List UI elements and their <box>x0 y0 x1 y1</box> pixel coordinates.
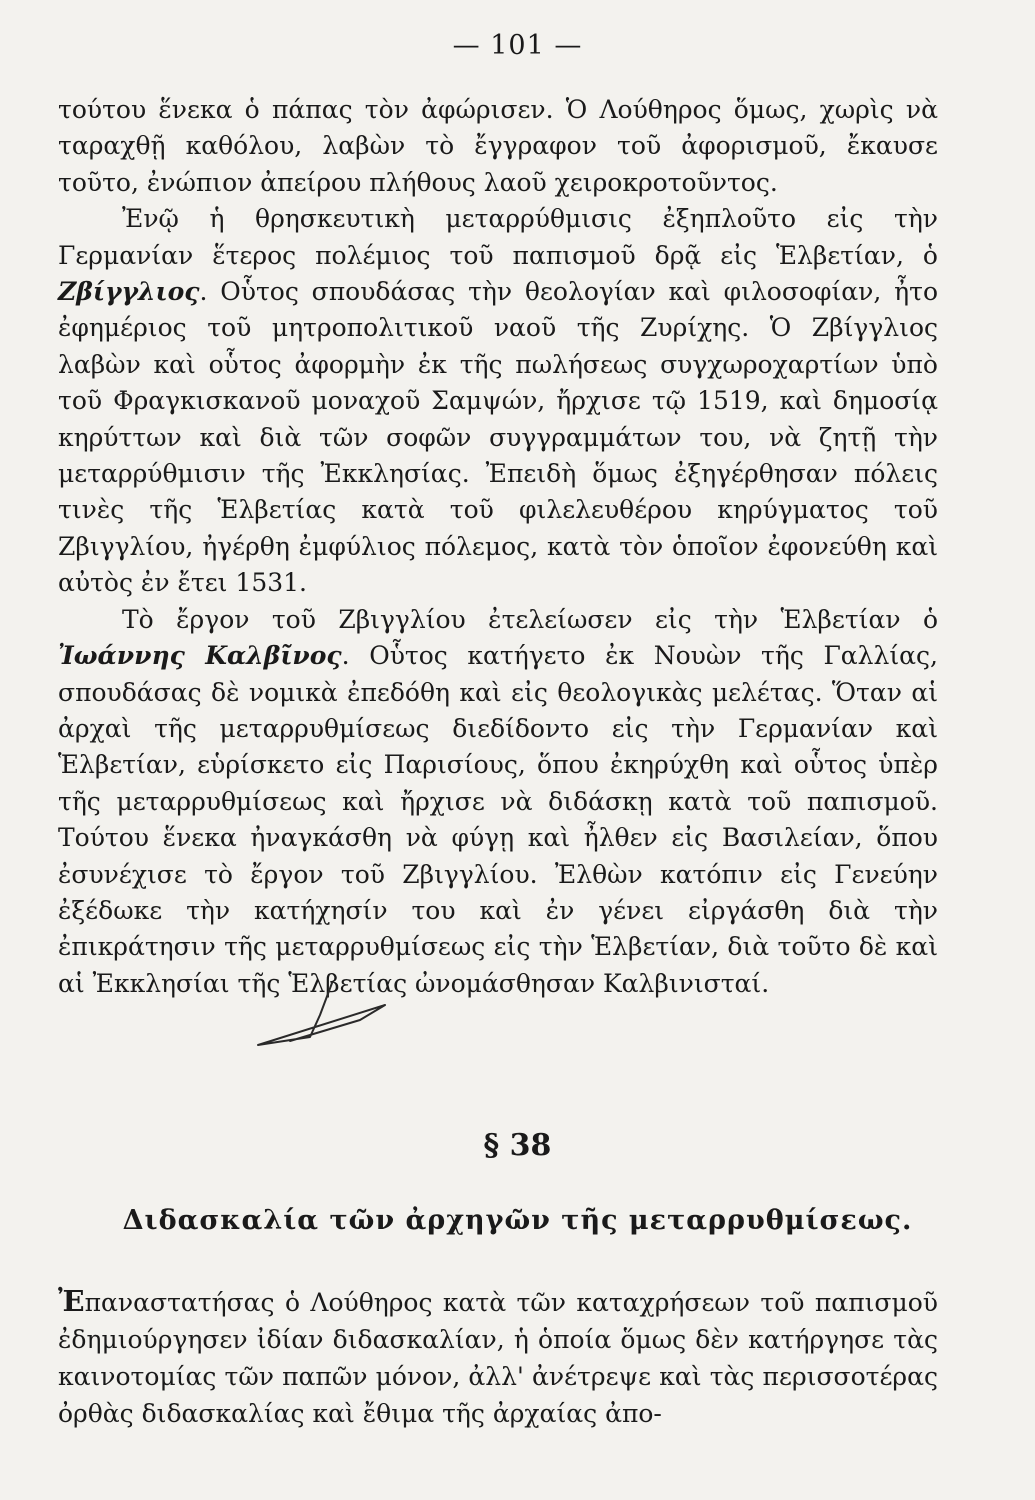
body-text <box>58 92 938 1002</box>
paragraph-2 <box>58 201 938 601</box>
name-calvin: Ἰωάννης Καλβῖνος <box>58 641 342 671</box>
paragraph-3 <box>58 602 938 1002</box>
section-title: Διδασκαλία τῶν ἀρχηγῶν τῆς μεταρρυθμίσεως. <box>122 1205 913 1236</box>
section-paragraph-text: παναστατήσας ὁ Λούθηρος κατὰ τῶν καταχρήσεων τοῦ παπισμοῦ ἐδημιούργησεν ἰδίαν διδασκαλίαν, ἡ ὁποία ὅμως δὲν κατήργησε τὰς καινοτομίας τῶν παπῶν μόνον, ἀλλ' ἀνέτρεψε καὶ τὰς περισσοτέρας ὀρθὰς διδασκαλίας καὶ ἔθιμα τῆς ἀρχαίας ἀπο- <box>58 1288 938 1428</box>
section-paragraph <box>58 1283 938 1432</box>
paragraph-3-rest: . Οὗτος κατήγετο ἐκ Νουὼν τῆς Γαλλίας, σπουδάσας δὲ νομικὰ ἐπεδόθη καὶ εἰς θεολογικὰς μελέτας. Ὅταν αἱ ἀρχαὶ τῆς μεταρρυθμίσεως διεδίδοντο εἰς τὴν Γερμανίαν καὶ Ἑλβετίαν, εὑρίσκετο εἰς Παρισίους, ὅπου ἐκηρύχθη καὶ οὗτος ὑπὲρ τῆς μεταρρυθμίσεως καὶ ἤρχισε νὰ διδάσκῃ κατὰ τοῦ παπισμοῦ. Τούτου ἕνεκα ἠναγκάσθη νὰ φύγῃ καὶ ἦλθεν εἰς Βασιλείαν, ὅπου ἐσυνέχισε τὸ ἔργον τοῦ Ζβιγγλίου. Ἐλθὼν κατόπιν εἰς Γενεύην ἐξέδωκε τὴν κατήχησίν του καὶ ἐν γένει εἰργάσθη διὰ τὴν ἐπικράτησιν τῆς μεταρρυθμίσεως εἰς τὴν Ἑλβετίαν, διὰ τοῦτο δὲ καὶ αἱ Ἐκκλησίαι τῆς Ἑλβετίας ὠνομάσθησαν Καλβινισταί. <box>58 641 938 998</box>
paragraph-2-lead: Ἐνῷ ἡ θρησκευτικὴ μεταρρύθμισις ἐξηπλοῦτο εἰς τὴν Γερμανίαν ἕτερος πολέμιος τοῦ παπισμοῦ δρᾷ εἰς Ἑλβετίαν, ὁ <box>58 204 938 270</box>
paragraph-3-lead: Τὸ ἔργον τοῦ Ζβιγγλίου ἐτελείωσεν εἰς τὴν Ἑλβετίαν ὁ <box>122 604 938 634</box>
section-number: § 38 <box>483 1128 552 1163</box>
page-number: — 101 — <box>452 30 583 61</box>
paragraph-1: τούτου ἕνεκα ὁ πάπας τὸν ἀφώρισεν. Ὁ Λούθηρος ὅμως, χωρὶς νὰ ταραχθῇ καθόλου, λαβὼν τὸ ἔγγραφον τοῦ ἀφορισμοῦ, ἔκαυσε τοῦτο, ἐνώπιον ἀπείρου πλήθους λαοῦ χειροκροτοῦντος. <box>58 95 938 197</box>
name-zwingli: Ζβίγγλιος <box>58 277 200 307</box>
section-dropcap: Ἐ <box>58 1284 85 1318</box>
paragraph-2-rest: . Οὗτος σπουδάσας τὴν θεολογίαν καὶ φιλοσοφίαν, ἦτο ἐφημέριος τοῦ μητροπολιτικοῦ ναοῦ τῆς Ζυρίχης. Ὁ Ζβίγγλιος λαβὼν καὶ οὗτος ἀφορμὴν ἐκ τῆς πωλήσεως συγχωροχαρτίων ὑπὸ τοῦ Φραγκισκανοῦ μοναχοῦ Σαμψών, ἤρχισε τῷ 1519, καὶ δημοσίᾳ κηρύττων καὶ διὰ τῶν σοφῶν συγγραμμάτων του, νὰ ζητῇ τὴν μεταρρύθμισιν τῆς Ἐκκλησίας. Ἐπειδὴ ὅμως ἐξηγέρθησαν πόλεις τινὲς τῆς Ἑλβετίας κατὰ τοῦ φιλελευθέρου κηρύγματος τοῦ Ζβιγγλίου, ἠγέρθη ἐμφύλιος πόλεμος, κατὰ τὸν ὁποῖον ἐφονεύθη καὶ αὐτὸς ἐν ἔτει 1531. <box>58 277 938 598</box>
end-flourish-ornament <box>250 975 390 1055</box>
